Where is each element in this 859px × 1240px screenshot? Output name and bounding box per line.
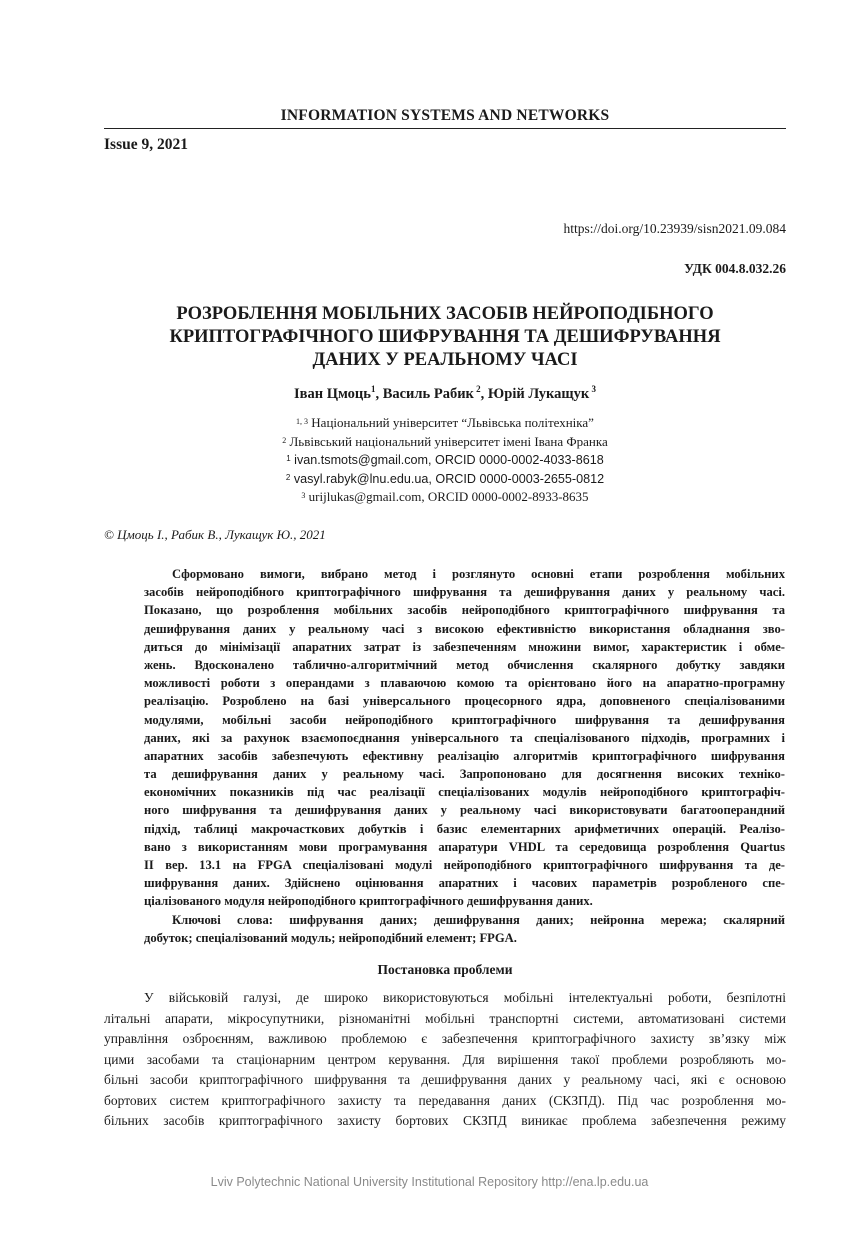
abstract-line: даних, які за рахунок взаємопоєднання універсального та спеціалізованого підходів, програмних і: [144, 730, 785, 745]
body-line: управління озброєнням, важливою проблемою є забезпечення криптографічного захисту зв’язку між: [104, 1031, 786, 1046]
abstract-line: II вер. 13.1 на FPGA спеціалізовані модулі нейроподібного криптографічного шифрування та де-: [144, 858, 785, 872]
abstract-line: жень. Вдосконалено таблично-алгоритмічний метод обчислення скалярного добутку завдяки: [144, 657, 785, 672]
abstract-line: вано з використанням мови програмування апаратури VHDL та середовища розроблення Quartus: [144, 839, 785, 854]
abstract-line: засобів нейроподібного криптографічного шифрування та дешифрування даних у реальному часі.: [144, 585, 785, 600]
email-line: $^1$ ivan.tsmots@gmail.com, ORCID 0000-0002-4033-8618: [286, 453, 604, 467]
author-mark: 2: [473, 384, 481, 394]
author-list: Іван Цмоць$^1$, Василь Рабик $^2$, Юрій Лукащук $^3$: [294, 384, 596, 402]
affiliation-line: $^{1, 3}$ Національний університет “Львівська політехніка”: [296, 415, 594, 430]
title-line: КРИПТОГРАФІЧНОГО ШИФРУВАННЯ ТА ДЕШИФРУВАННЯ: [169, 327, 721, 347]
keywords-line: Ключові слова: шифрування даних; дешифрування даних; нейронна мережа; скалярний: [172, 912, 785, 927]
copyright-notice: © Цмоць І., Рабик В., Лукащук Ю., 2021: [104, 527, 326, 542]
abstract-line: економічних показників під час реалізації спеціалізованих модулів нейроподібного криптографіч-: [144, 785, 785, 800]
body-line: літальні апарати, мікросупутники, різноманітні мобільні транспортні системи, автоматизовані системи: [104, 1010, 786, 1026]
body-line: бортових систем криптографічного захисту та передавання даних (СКЗПД). Під час розроблення мо-: [104, 1092, 786, 1108]
abstract-line: апаратних засобів забезпечують ефективну реалізацію алгоритмів криптографічного шифрування: [144, 748, 785, 763]
repository-footer: Lviv Polytechnic National University Institutional Repository http://ena.lp.edu.ua: [210, 1175, 649, 1189]
header-rule: [104, 128, 786, 129]
abstract-line: Показано, що розроблення мобільних засобів нейроподібного криптографічного шифрування та: [144, 603, 785, 618]
udk-code: УДК 004.8.032.26: [684, 261, 786, 276]
body-line: цими засобами та стаціонарним центром керування. Для вирішення такої проблеми розробляють мо-: [104, 1051, 786, 1067]
author-email[interactable]: urijlukas@gmail.com, ORCID 0000-0002-8933-8635: [308, 489, 589, 504]
abstract-line: диться до мінімізації апаратних затрат із забезпеченням множини вимог, характеристик і обме-: [144, 639, 785, 654]
abstract: [144, 565, 785, 947]
author-name: Юрій Лукащук: [487, 386, 590, 402]
abstract-line: ного шифрування та дешифрування даних у реальному часі використовувати багатооперандний: [144, 803, 785, 818]
author-email[interactable]: ivan.tsmots@gmail.com, ORCID 0000-0002-4033-8618: [294, 453, 604, 467]
keywords-line: добуток; спеціалізований модуль; нейроподібний елемент; FPGA.: [144, 930, 517, 945]
journal-name: INFORMATION SYSTEMS AND NETWORKS: [280, 107, 610, 124]
doi-link[interactable]: https://doi.org/10.23939/sisn2021.09.084: [563, 221, 786, 236]
section-heading: Постановка проблеми: [377, 962, 513, 977]
author-email[interactable]: vasyl.rabyk@lnu.edu.ua, ORCID 0000-0003-2655-0812: [293, 471, 605, 486]
title-line: РОЗРОБЛЕННЯ МОБІЛЬНИХ ЗАСОБІВ НЕЙРОПОДІБНОГО: [176, 304, 714, 324]
abstract-line: дешифрування даних у реальному часі з високою ефективністю використання обладнання зво-: [144, 621, 785, 636]
abstract-line: реалізацію. Розроблено на базі універсального процесорного ядра, доповненого спеціалізованими: [144, 694, 785, 709]
author-name: Іван Цмоць: [294, 386, 371, 402]
body-text: [104, 988, 786, 1132]
email-line: $^3$ urijlukas@gmail.com, ORCID 0000-0002-8933-8635: [301, 489, 589, 504]
paper-title: [104, 303, 786, 372]
abstract-line: Сформовано вимоги, вибрано метод і розглянуто основні етапи розроблення мобільних: [172, 567, 785, 581]
abstract-line: шифрування даних. Здійснено оцінювання апаратних і часових параметрів розробленого спе-: [144, 876, 785, 891]
body-line: більних засобів криптографічного захисту бортових СКЗПД виникає проблема забезпечення режиму: [104, 1113, 786, 1128]
abstract-line: ціалізованого модуля нейроподібного криптографічного дешифрування даних.: [144, 894, 593, 909]
email-line: $^2$ vasyl.rabyk@lnu.edu.ua, ORCID 0000-0003-2655-0812: [285, 471, 605, 486]
author-mark: 1: [370, 384, 376, 394]
author-mark: 3: [589, 384, 596, 394]
author-name: Василь Рабик: [382, 386, 474, 402]
title-line: ДАНИХ У РЕАЛЬНОМУ ЧАСІ: [312, 350, 578, 370]
issue-number: Issue 9, 2021: [104, 136, 188, 153]
abstract-line: можливості роботи з операндами з плаваючою комою та орієнтовано його на апаратно-програмну: [144, 676, 785, 691]
body-line: У військовій галузі, де широко використовуються мобільні інтелектуальні роботи, безпілотні: [144, 990, 786, 1005]
abstract-line: та дешифрування даних у реальному часі. Запропоновано для досягнення високих техніко-: [144, 767, 785, 782]
affiliations: [104, 414, 786, 507]
abstract-line: підхід, таблиці макрочасткових добутків і базис елементарних арифметичних операцій. Реалізо-: [144, 821, 785, 836]
affiliation-line: $^2$ Львівський національний університет імені Івана Франка: [282, 433, 608, 449]
abstract-line: модулями, мобільні засоби нейроподібного криптографічного шифрування та дешифрування: [144, 712, 785, 727]
body-line: більні засоби криптографічного шифрування та дешифрування даних у реальному часі, які є основою: [104, 1072, 786, 1087]
